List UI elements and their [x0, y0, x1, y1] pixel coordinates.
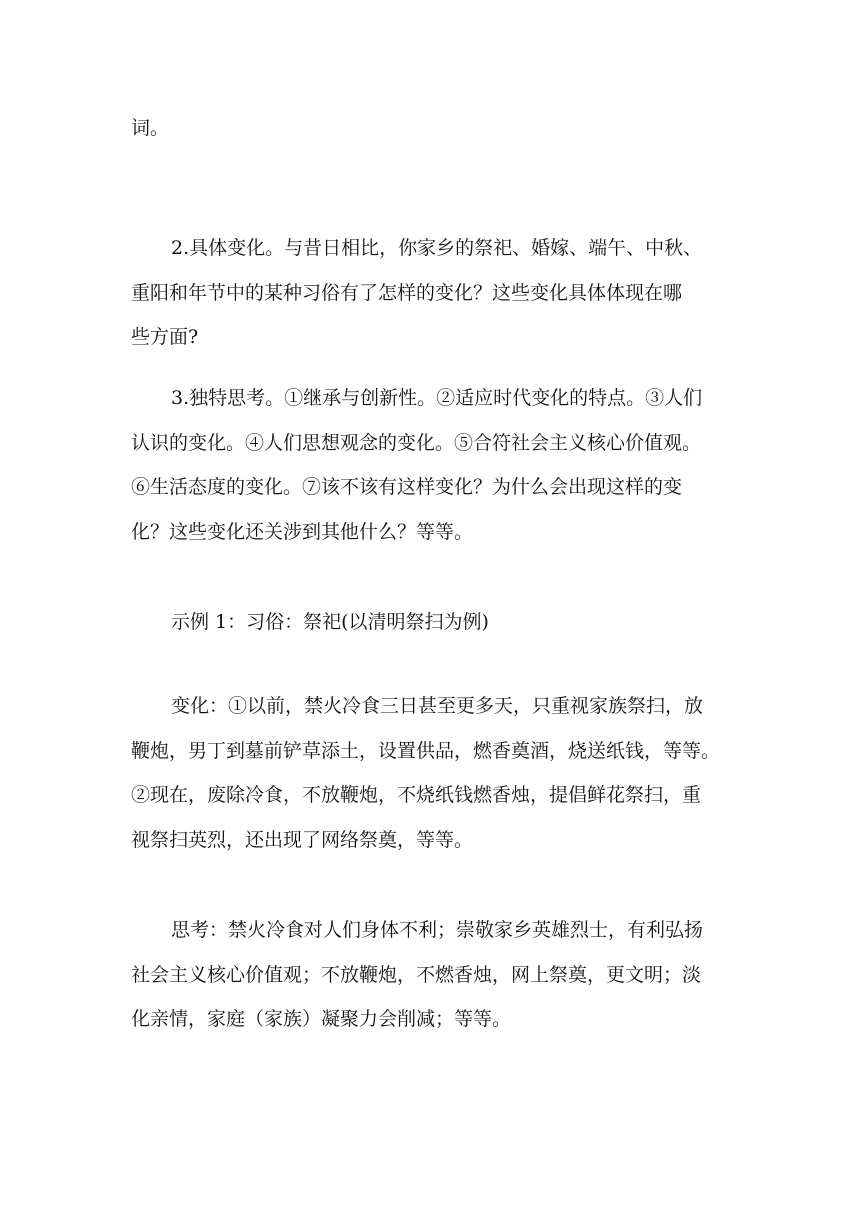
- paragraph-changes: [131, 684, 737, 862]
- text-line: 社会主义核心价值观；不放鞭炮，不燃香烛，网上祭奠，更文明；淡: [131, 963, 702, 986]
- text-line: 化？这些变化还关涉到其他什么？等等。: [131, 520, 474, 543]
- text-line: 思考：禁火冷食对人们身体不利；崇敬家乡英雄烈士，有利弘扬: [171, 919, 704, 941]
- text-line: 化亲情，家庭（家族）凝聚力会削减；等等。: [131, 1008, 512, 1030]
- text-line: 视祭扫英烈，还出现了网络祭奠，等等。: [131, 828, 474, 851]
- text-line: 重阳和年节中的某种习俗有了怎样的变化？这些变化具体体现在哪: [131, 281, 683, 304]
- paragraph-thinking: [131, 908, 737, 1042]
- text-line: 认识的变化。④人们思想观念的变化。⑤合符社会主义核心价值观。: [131, 431, 702, 454]
- paragraph-continuation: [131, 106, 737, 151]
- text-line: 词。: [131, 117, 170, 139]
- text-line: ②现在，废除冷食，不放鞭炮，不烧纸钱燃香烛，提倡鲜花祭扫，重: [131, 784, 702, 806]
- text-line: 些方面?: [131, 326, 199, 348]
- text-line: 3.独特思考。①继承与创新性。②适应时代变化的特点。③人们: [171, 387, 703, 409]
- paragraph-example-heading: [131, 600, 737, 645]
- text-line: ⑥生活态度的变化。⑦该不该有这样变化？为什么会出现这样的变: [131, 476, 683, 498]
- text-line: 鞭炮，男丁到墓前铲草添土，设置供品，燃香奠酒，烧送纸钱，等等。: [131, 739, 721, 762]
- text-line: 示例 1：习俗：祭祀(以清明祭扫为例): [171, 611, 489, 633]
- paragraph-unique-thinking: [131, 376, 737, 554]
- text-line: 变化：①以前，禁火冷食三日甚至更多天，只重视家族祭扫，放: [171, 695, 704, 717]
- paragraph-specific-changes: [131, 226, 737, 360]
- text-line: 2.具体变化。与昔日相比，你家乡的祭祀、婚嫁、端午、中秋、: [171, 237, 703, 259]
